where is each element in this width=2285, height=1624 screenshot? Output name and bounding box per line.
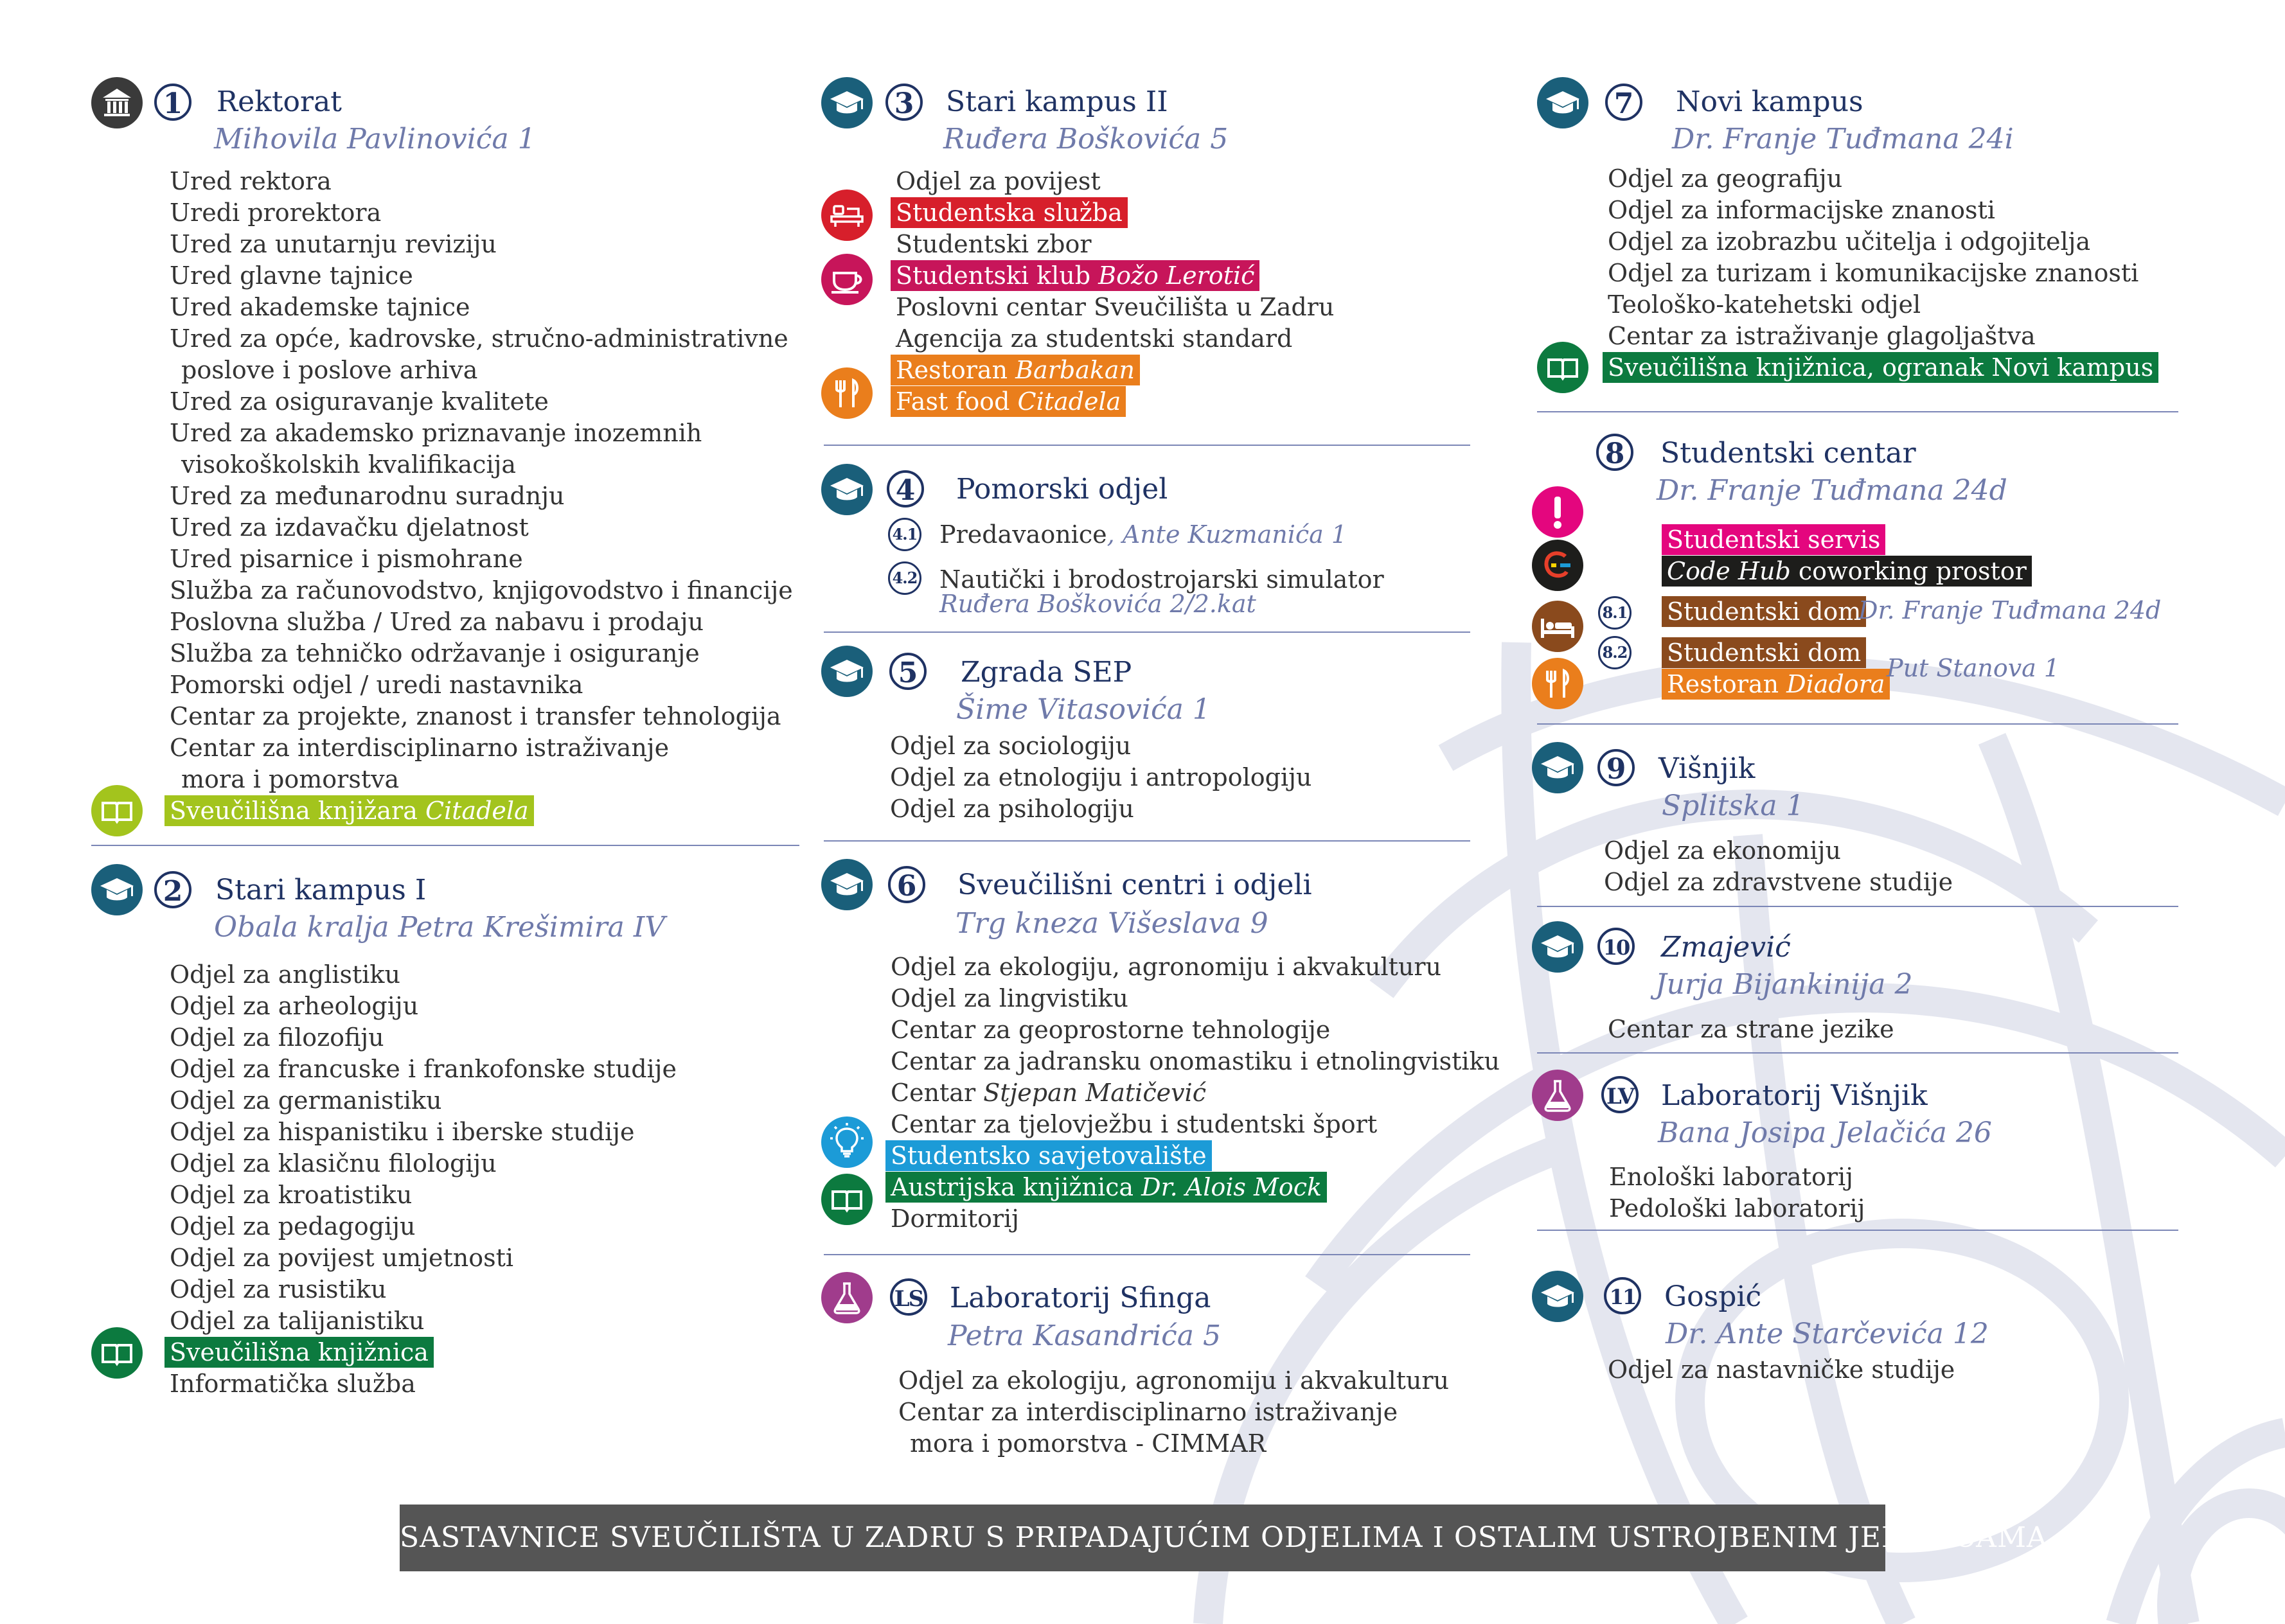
list-item: Agencija za studentski standard [896, 324, 1293, 353]
list-item: Odjel za povijest umjetnosti [170, 1244, 514, 1272]
list-item [896, 197, 1334, 229]
section-title: Novi kampus [1676, 85, 1863, 118]
section-title: Zgrada SEP [961, 656, 1132, 689]
bookshop-label: Sveučilišna knjižara [170, 797, 425, 825]
list-item [891, 1140, 1500, 1172]
bookshop-name: Citadela [425, 797, 529, 825]
student-service-highlight: Studentski servis [1662, 524, 1885, 555]
list-item: Odjel za nastavničke studije [1608, 1355, 1955, 1384]
subsection-address: Dr. Franje Tuđmana 24d [1858, 596, 2162, 624]
section-list [1608, 163, 2158, 384]
divider [1537, 1052, 2178, 1054]
lightbulb-icon [821, 1116, 873, 1168]
list-item: Odjel za ekologiju, agronomiju i akvakulturu [898, 1366, 1450, 1395]
dorm-highlight: Studentski dom [1662, 596, 1866, 627]
center-label: Centar [891, 1079, 984, 1107]
divider [1537, 906, 2178, 907]
section-title: Rektorat [217, 85, 342, 118]
list-item: poslove i poslove arhiva [181, 356, 478, 384]
section-list [1667, 596, 1866, 628]
section-number: 2 [154, 871, 191, 908]
section-number: 6 [888, 866, 925, 903]
section-number: 7 [1605, 84, 1642, 121]
section-address: Trg kneza Višeslava 9 [956, 907, 1268, 940]
list-item: Odjel za francuske i frankofonske studije [170, 1055, 677, 1083]
divider [1537, 411, 2178, 412]
list-item: Odjel za filozofiju [170, 1023, 384, 1052]
subsection-4-1 [939, 519, 1347, 551]
list-item: Uredi prorektora [170, 199, 382, 227]
section-title: Pomorski odjel [956, 473, 1168, 506]
list-item: Ured za akademsko priznavanje inozemnih [170, 419, 702, 447]
book-icon [91, 785, 143, 836]
list-item: Odjel za izobrazbu učitelja i odgojitelja [1608, 227, 2091, 256]
list-item [896, 260, 1334, 292]
section-address: Dr. Franje Tuđmana 24d [1657, 474, 2007, 507]
restaurant-label: Restoran [896, 356, 1016, 384]
divider [1537, 1230, 2178, 1231]
section-address: Šime Vitasovića 1 [956, 693, 1211, 726]
section-address: Bana Josipa Jelačića 26 [1658, 1116, 1992, 1149]
section-title: Laboratorij Višnjik [1661, 1079, 1928, 1112]
bookshop-highlight [164, 795, 534, 826]
graduation-cap-icon [1537, 77, 1588, 128]
divider [824, 1254, 1470, 1255]
list-item: Odjel za zdravstvene studije [1604, 868, 1953, 896]
section-title: Stari kampus II [946, 85, 1168, 118]
list-item: Odjel za klasičnu filologiju [170, 1149, 497, 1178]
code-hub-label: coworking prostor [1790, 557, 2027, 585]
section-title: Zmajević [1661, 931, 1791, 964]
list-item [891, 1077, 1500, 1109]
list-item: Odjel za pedagogiju [170, 1212, 416, 1240]
library-highlight: Sveučilišna knjižnica, ogranak Novi kampus [1603, 352, 2158, 383]
list-item: Pedološki laboratorij [1609, 1194, 1865, 1222]
list-item: Odjel za lingvistiku [891, 984, 1128, 1012]
list-item: Centar za interdisciplinarno istraživanje [170, 734, 670, 762]
graduation-cap-icon [821, 859, 873, 910]
section-number: 8 [1596, 434, 1633, 471]
list-item: Ured za međunarodnu suradnju [170, 482, 565, 510]
student-club-highlight [891, 260, 1259, 291]
list-item: Odjel za sociologiju [890, 732, 1132, 760]
restaurant-label: Restoran [1667, 670, 1787, 698]
austrian-library-label: Austrijska knjižnica [891, 1173, 1142, 1201]
austrian-library-name: Dr. Alois Mock [1141, 1173, 1322, 1201]
list-item: Odjel za hispanistiku i iberske studije [170, 1118, 635, 1146]
list-item [1667, 669, 1890, 700]
student-club-name: Božo Lerotić [1098, 261, 1255, 290]
list-item: mora i pomorstva [181, 765, 400, 793]
list-item [1667, 556, 2032, 587]
section-number: 11 [1604, 1277, 1641, 1314]
section-title: Studentski centar [1660, 437, 1916, 470]
subsection-number: 4.1 [888, 518, 921, 551]
list-item: Nautički i brodostrojarski simulator [939, 565, 1384, 594]
section-list [1667, 637, 1890, 700]
section-number: LS [890, 1278, 927, 1316]
section-address: Dr. Franje Tuđmana 24i [1672, 123, 2014, 155]
student-office-highlight: Studentska služba [891, 197, 1128, 228]
subsection-number: 8.2 [1598, 636, 1632, 669]
section-number: 10 [1597, 928, 1635, 965]
list-item: Odjel za geografiju [1608, 164, 1843, 193]
list-item: mora i pomorstva - CIMMAR [910, 1429, 1267, 1458]
list-item: Centar za projekte, znanost i transfer tehnologija [170, 702, 781, 730]
list-item: Poslovna služba / Ured za nabavu i prodaju [170, 608, 704, 636]
list-item: Ured za unutarnju reviziju [170, 230, 497, 258]
book-icon [91, 1327, 143, 1379]
fastfood-label: Fast food [896, 387, 1018, 416]
section-address: Petra Kasandrića 5 [948, 1320, 1221, 1352]
list-item: Odjel za arheologiju [170, 992, 419, 1020]
student-desk-icon [821, 190, 873, 241]
section-number: 5 [889, 653, 927, 690]
code-hub-name: Code Hub [1667, 557, 1791, 585]
list-item: Ured akademske tajnice [170, 293, 470, 321]
counseling-highlight: Studentsko savjetovalište [885, 1140, 1212, 1171]
section-list [1604, 835, 1953, 898]
subsection-label: Predavaonice [939, 520, 1107, 549]
section-title: Sveučilišni centri i odjeli [957, 869, 1312, 901]
section-list [1608, 1354, 1955, 1386]
section-list [1667, 524, 2032, 587]
fork-knife-icon [821, 367, 873, 419]
list-item: Centar za jadransku onomastiku i etnolingvistiku [891, 1047, 1500, 1075]
list-item: Odjel za germanistiku [170, 1086, 442, 1115]
divider [824, 445, 1470, 446]
list-item: Pomorski odjel / uredi nastavnika [170, 671, 583, 699]
graduation-cap-icon [821, 77, 873, 128]
exclamation-icon [1532, 486, 1583, 538]
divider [1537, 723, 2178, 725]
section-title: Laboratorij Sfinga [950, 1282, 1211, 1314]
section-list [890, 730, 1311, 825]
list-item: Odjel za kroatistiku [170, 1181, 413, 1209]
list-item: Dormitorij [891, 1205, 1019, 1233]
list-item [1667, 596, 1866, 628]
graduation-cap-icon [91, 864, 143, 915]
list-item: Centar za interdisciplinarno istraživanje [898, 1398, 1398, 1426]
list-item: Odjel za ekologiju, agronomiju i akvakulturu [891, 953, 1442, 981]
graduation-cap-icon [821, 464, 873, 515]
list-item: Odjel za rusistiku [170, 1275, 387, 1303]
section-list [170, 959, 677, 1400]
section-list [170, 166, 793, 827]
student-club-label: Studentski klub [896, 261, 1099, 290]
subsection-number: 8.1 [1598, 596, 1632, 630]
section-list [891, 951, 1500, 1235]
list-item: Ured za osiguravanje kvalitete [170, 387, 549, 416]
book-icon [821, 1174, 873, 1225]
lab-flask-icon [1532, 1070, 1583, 1121]
dorm-highlight: Studentski dom [1662, 637, 1866, 668]
list-item: Ured za izdavačku djelatnost [170, 513, 529, 542]
divider [824, 840, 1470, 842]
subsection-address: Put Stanova 1 [1887, 654, 2060, 682]
bed-icon [1532, 601, 1583, 652]
list-item: Služba za tehničko održavanje i osiguranje [170, 639, 700, 667]
section-list [898, 1365, 1449, 1460]
section-address: Splitska 1 [1662, 790, 1804, 822]
list-item: Odjel za informacijske znanosti [1608, 196, 1995, 224]
restaurant-highlight [1662, 669, 1890, 700]
fork-knife-icon [1532, 658, 1583, 709]
section-address: Jurja Bijankinija 2 [1655, 968, 1913, 1001]
section-address: Mihovila Pavlinovića 1 [214, 123, 536, 155]
section-address: Ruđera Boškovića 5 [943, 123, 1229, 155]
list-item: Teološko-katehetski odjel [1608, 290, 1921, 319]
list-item: Enološki laboratorij [1609, 1163, 1853, 1191]
list-item: Centar za geoprostorne tehnologije [891, 1016, 1331, 1044]
list-item: Informatička služba [170, 1370, 416, 1398]
graduation-cap-icon [821, 646, 873, 697]
list-item: Ured glavne tajnice [170, 261, 413, 290]
list-item [896, 355, 1334, 386]
fastfood-highlight [891, 386, 1126, 417]
restaurant-name: Diadora [1786, 670, 1885, 698]
rectorate-building-icon [91, 77, 143, 128]
section-number: 1 [154, 84, 191, 121]
section-address: Obala kralja Petra Krešimira IV [214, 911, 666, 944]
list-item: Poslovni centar Sveučilišta u Zadru [896, 293, 1335, 321]
list-item [1667, 637, 1890, 669]
austrian-library-highlight [885, 1172, 1327, 1203]
list-item [1667, 524, 2032, 556]
restaurant-highlight [891, 355, 1140, 385]
center-name: Stjepan Matičević [983, 1079, 1206, 1107]
subsection-number: 4.2 [888, 561, 921, 595]
divider [91, 845, 799, 846]
list-item: Centar za strane jezike [1608, 1015, 1894, 1043]
section-number: 9 [1597, 749, 1635, 786]
list-item: Odjel za anglistiku [170, 960, 400, 989]
library-highlight: Sveučilišna knjižnica [164, 1337, 434, 1368]
list-item: visokoškolskih kvalifikacija [181, 450, 517, 479]
list-item: Odjel za turizam i komunikacijske znanosti [1608, 259, 2139, 287]
subsection-address: , Ante Kuzmanića 1 [1107, 520, 1347, 549]
section-list [896, 166, 1334, 418]
lab-flask-icon [821, 1272, 873, 1323]
graduation-cap-icon [1532, 921, 1583, 973]
list-item: Studentski zbor [896, 230, 1092, 258]
list-item: Odjel za talijanistiku [170, 1307, 425, 1335]
section-title: Višnjik [1658, 752, 1756, 785]
list-item: Odjel za psihologiju [890, 795, 1134, 823]
list-item [896, 386, 1334, 418]
graduation-cap-icon [1532, 742, 1583, 793]
section-list [1608, 1014, 1894, 1045]
list-item: Odjel za etnologiju i antropologiju [890, 763, 1312, 791]
fastfood-name: Citadela [1017, 387, 1121, 416]
list-item [939, 519, 1347, 551]
section-address: Dr. Ante Starčevića 12 [1666, 1318, 1989, 1350]
subsection-address: Ruđera Boškovića 2/2.kat [939, 590, 1256, 618]
book-icon [1537, 342, 1588, 393]
list-item: Centar za tjelovježbu i studentski šport [891, 1110, 1378, 1138]
code-hub-logo-icon [1532, 540, 1583, 591]
list-item: Odjel za povijest [896, 167, 1101, 195]
list-item: Služba za računovodstvo, knjigovodstvo i financije [170, 576, 793, 605]
footer-banner: SASTAVNICE SVEUČILIŠTA U ZADRU S PRIPADAJUĆIM ODJELIMA I OSTALIM USTROJBENIM JEDINICAMA [400, 1505, 1885, 1571]
divider [824, 631, 1470, 633]
list-item [170, 1337, 677, 1368]
list-item [170, 795, 793, 827]
coffee-cup-icon [821, 254, 873, 305]
section-title: Gospić [1664, 1280, 1762, 1313]
list-item: Ured za opće, kadrovske, stručno-administrativne [170, 324, 788, 353]
list-item: Ured rektora [170, 167, 332, 195]
list-item: Centar za istraživanje glagoljaštva [1608, 322, 2036, 350]
section-number: 3 [885, 84, 923, 121]
restaurant-name: Barbakan [1015, 356, 1135, 384]
section-number: LV [1601, 1076, 1639, 1113]
list-item [1608, 352, 2158, 384]
list-item [891, 1172, 1500, 1203]
section-list [1609, 1161, 1865, 1224]
code-hub-highlight [1662, 556, 2032, 587]
list-item: Odjel za ekonomiju [1604, 836, 1841, 865]
section-title: Stari kampus I [215, 874, 427, 906]
list-item: Ured pisarnice i pismohrane [170, 545, 523, 573]
section-number: 4 [887, 470, 924, 508]
graduation-cap-icon [1532, 1271, 1583, 1322]
